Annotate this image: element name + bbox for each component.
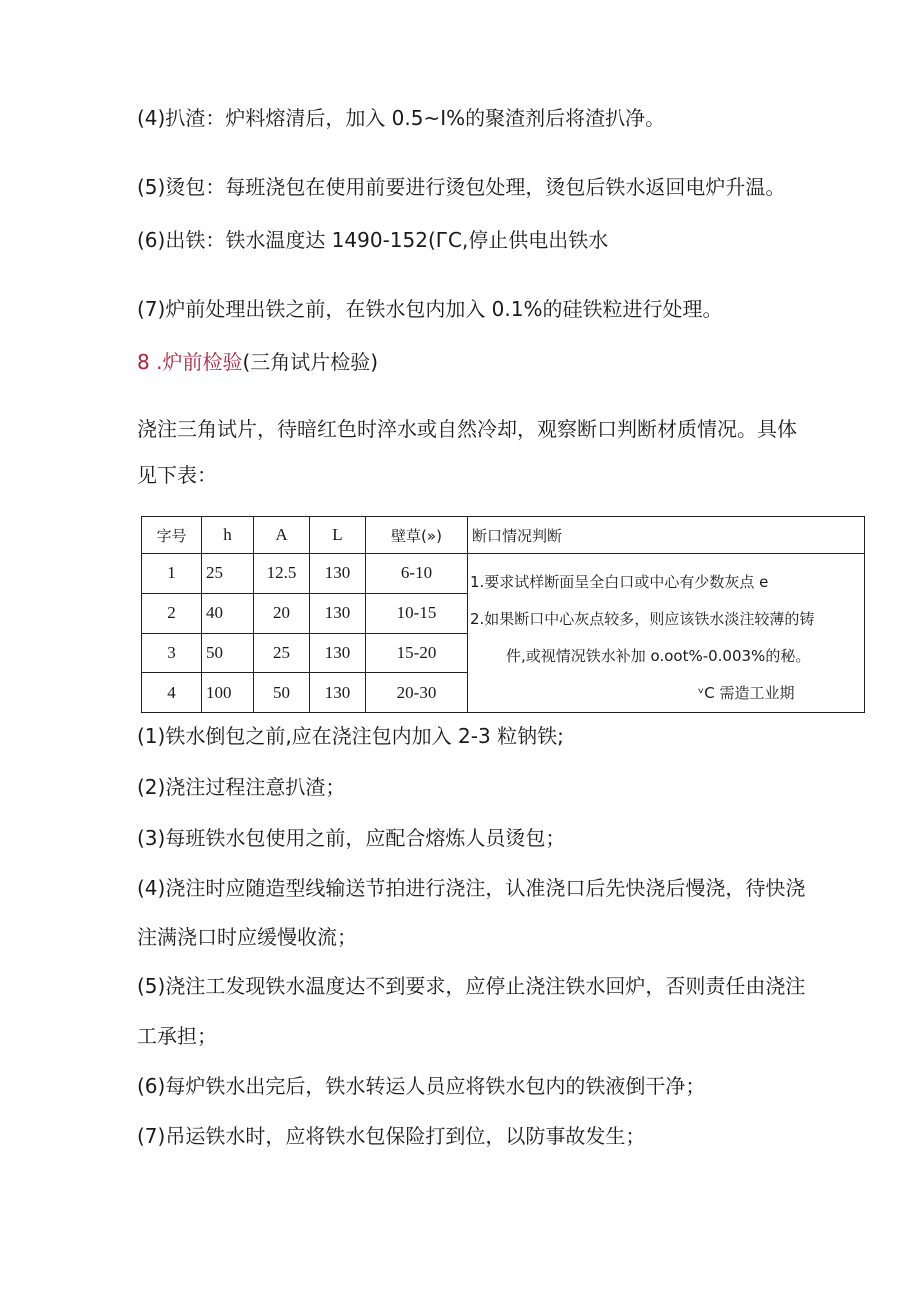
table-cell: 12.5 bbox=[254, 554, 310, 594]
table-cell: 1 bbox=[142, 554, 202, 594]
section-subtitle: (三角试片检验) bbox=[242, 350, 379, 374]
step-5-line: (5)烫包：每班浇包在使用前要进行烫包处理，烫包后铁水返回电炉升温。 bbox=[137, 175, 786, 199]
table-cell: 10-15 bbox=[366, 593, 468, 633]
header-cell: 字号 bbox=[142, 517, 202, 554]
table-cell: 130 bbox=[310, 554, 366, 594]
pour-step-2: (2)浇注过程注意扒渣； bbox=[137, 775, 346, 799]
pour-step-1: (1)铁水倒包之前,应在浇注包内加入 2-3 粒钠铁; bbox=[137, 724, 564, 748]
note-line: 件,或视情况铁水补加 o.oot%-0.003%的秘。 bbox=[506, 647, 811, 665]
step-6-line: (6)出铁：铁水温度达 1490-152(ГC,停止供电出铁水 bbox=[137, 228, 609, 252]
table-header-row bbox=[142, 517, 865, 554]
table-cell: 4 bbox=[142, 673, 202, 713]
test-piece-table bbox=[141, 516, 865, 713]
pour-step-5: (5)浇注工发现铁水温度达不到要求，应停止浇注铁水回炉，否则责任由浇注 bbox=[137, 974, 806, 998]
pour-step-6: (6)每炉铁水出完后，铁水转运人员应将铁水包内的铁液倒干净； bbox=[137, 1074, 706, 1098]
header-cell: L bbox=[310, 517, 366, 554]
section-number: 8 bbox=[137, 350, 150, 374]
section-title: .炉前检验 bbox=[156, 350, 243, 374]
table-cell: 50 bbox=[254, 673, 310, 713]
table-cell: 6-10 bbox=[366, 554, 468, 594]
pour-step-3: (3)每班铁水包使用之前，应配合熔炼人员烫包； bbox=[137, 826, 566, 850]
note-line: ᵛC 需造工业期 bbox=[698, 684, 795, 702]
header-cell: 断口情况判断 bbox=[468, 517, 865, 554]
note-line: 1.要求试样断面呈全白口或中心有少数灰点 e bbox=[470, 573, 769, 591]
table-cell: 130 bbox=[310, 633, 366, 673]
table-cell: 15-20 bbox=[366, 633, 468, 673]
pour-step-5-cont: 工承担； bbox=[137, 1024, 217, 1048]
pour-step-7: (7)吊运铁水时，应将铁水包保险打到位，以防事故发生； bbox=[137, 1124, 646, 1148]
table-cell: 130 bbox=[310, 673, 366, 713]
header-cell: h bbox=[202, 517, 254, 554]
table-cell: 130 bbox=[310, 593, 366, 633]
pour-step-4-cont: 注满浇口时应缓慢收流； bbox=[137, 925, 357, 949]
header-cell: 壁草(») bbox=[366, 517, 468, 554]
pour-step-4: (4)浇注时应随造型线输送节拍进行浇注，认准浇口后先快浇后慢浇，待快浇 bbox=[137, 876, 806, 900]
step-4-line: (4)扒渣：炉料熔清后，加入 0.5~I%的聚渣剂后将渣扒净。 bbox=[137, 106, 666, 130]
note-line: 2.如果断口中心灰点较多，则应该铁水淡注较薄的铸 bbox=[470, 610, 815, 628]
table-cell: 20 bbox=[254, 593, 310, 633]
table-row bbox=[142, 554, 865, 594]
intro-line-2: 见下表： bbox=[137, 463, 217, 487]
table-cell: 50 bbox=[202, 633, 254, 673]
table-cell: 25 bbox=[202, 554, 254, 594]
table-cell: 2 bbox=[142, 593, 202, 633]
table-cell: 100 bbox=[202, 673, 254, 713]
intro-line-1: 浇注三角试片，待暗红色时淬水或自然冷却，观察断口判断材质情况。具体 bbox=[137, 417, 797, 441]
table-cell: 20-30 bbox=[366, 673, 468, 713]
table-cell: 3 bbox=[142, 633, 202, 673]
judgement-notes bbox=[468, 554, 865, 713]
header-cell: A bbox=[254, 517, 310, 554]
table-cell: 40 bbox=[202, 593, 254, 633]
step-7-line: (7)炉前处理出铁之前，在铁水包内加入 0.1%的硅铁粒进行处理。 bbox=[137, 297, 723, 321]
section-heading bbox=[137, 349, 378, 375]
table-cell: 25 bbox=[254, 633, 310, 673]
